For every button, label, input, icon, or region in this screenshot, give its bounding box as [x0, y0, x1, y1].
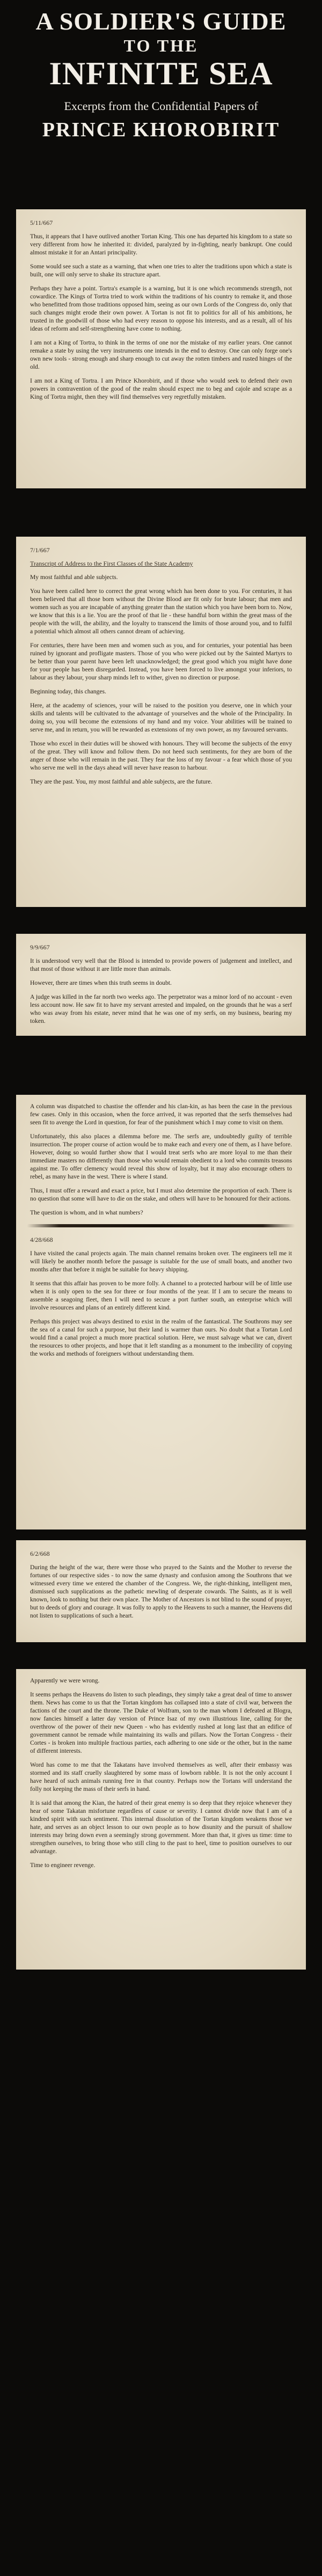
entry-heading: Transcript of Address to the First Classes of the State Academy — [30, 560, 193, 567]
entry-paragraph: Unfortunately, this also places a dilemma before me. The serfs are, undoubtedly guilty of terrible insurrection. The proper course of action would be to make each and every one of them, as I have before. However, doing so would further show that I would treat serfs who are more loyal to me than their immediate masters no differently than those who would remain obedient to a lord who commits treasons against me. To offer clemency would reveal this show of loyalty, but it may also encourage others to rebel, as many have in the west. There is where I stand. — [30, 1133, 292, 1180]
subtitle: Excerpts from the Confidential Papers of — [64, 99, 258, 113]
entry-paragraph: Thus, it appears that I have outlived another Tortan King. This one has departed his kingdom to a state so very different from how he inherited it: divided, paralyzed by in-fighting, nearly bankrupt. One could almost mistake it for an Antari principality. — [30, 233, 292, 256]
entry-paragraph: It seems perhaps the Heavens do listen to such pleadings, they simply take a great deal of time to answer them. News has come to us that the Tortan kingdom has collapsed into a state of civil war, between the factions of the court and the throne. The Duke of Wolfram, son to the man whom I defeated at Blogra, now fancies himself a latter day version of Prince Isaz of my own illustrious line, calling for the overthrow of the power of their new Queen - who has evidently rushed at long last that an edifice of government cannot be remade while maintaining its walls and pillars. Now the Tortan Congress - their Cortes - is broken into multiple fractious parties, each adhering to one side or the other, but in the name of different interests. — [30, 1691, 292, 1754]
entry-paragraph: Beginning today, this changes. — [30, 688, 106, 695]
entry-paragraph: Perhaps they have a point. Tortra's example is a warning, but it is one which recommends strength, not cowardice. The Kings of Tortra tried to work within the traditions of his country to remake it, and those who benefitted from those traditions opposed him, seeing as our own Lords of the Congress do, only that such changes might erode their own power. A Tortan is not fit to politics for all of his ambitions, he trusted in the goodwill of those who had every reason to oppose his interests, and as a result, all of his ideas of reform and self-strengthening have come to nothing. — [30, 285, 292, 332]
entry-paragraph: You have been called here to correct the great wrong which has been done to you. For centuries, it has been believed that all those born without the Divine Blood are fit only for brute labour; that men and women such as you are incapable of anything greater than the station which you have been born to. Now, we know that this is a lie. You are the proof of that lie - these handful born within the great mass of the people with the will, the ability, and the loyalty to transcend the limits of those around you, and to fulfil a potential which almost all others cannot dream of achieving. — [30, 588, 292, 635]
entry-date: 5/11/667 — [30, 219, 53, 226]
entry-paragraph: Apparently we were wrong. — [30, 1677, 100, 1684]
entry-paragraph: A column was dispatched to chastise the offender and his clan-kin, as has been the case in the previous few cases. Only in this occasion, when the force arrived, it was reported that the serfs themselves had seen fit to avenge the Lord in question, for fear of the punishment which I may come to visit on them. — [30, 1103, 292, 1126]
entry-paragraph: They are the past. You, my most faithful and able subjects, are the future. — [30, 778, 213, 785]
title-line-2: TO THE — [123, 36, 199, 55]
entry-paragraph: Perhaps this project was always destined to exist in the realm of the fantastical. The Southrons may see the sea of a canal for such a purpose, but their land is warmer than ours. No doubt that a Tortan Lord would find a canal project a much more practical solution. Here, we must salvage what we can, divert the resources to other projects, and hope that it left standing as a monument to the imbecility of copying the works and methods of foreigners without understanding them. — [30, 1318, 292, 1357]
entry-sheet-6 — [16, 1669, 306, 1970]
entry-sheet-1 — [16, 209, 306, 488]
entry-paragraph: I am not a King of Tortra, to think in the terms of one nor the mistake of my earlier years. One cannot remake a state by using the very instruments one intends in the end to destroy. One can only forge one's own new tools - strong enough and sharp enough to cut away the rotten timbers and rusted hinges of the old. — [30, 339, 292, 370]
entry-sheet-2 — [16, 537, 306, 907]
entry-paragraph: My most faithful and able subjects. — [30, 574, 118, 581]
entry-sheet-4 — [16, 1095, 306, 1529]
entry-paragraph: Those who excel in their duties will be showed with honours. They will become the subjects of the envy of the great. They will know and follow them. Do not heed such sentiments, for they are born of the anger of those who will remain in the past. They fear the loss of my favour - a fear which those of you who serve me well in the days ahead will never have reason to harbour. — [30, 740, 292, 771]
entry-date: 7/1/667 — [30, 546, 50, 554]
entry-date: 9/9/667 — [30, 943, 50, 951]
entry-paragraph: During the height of the war, there were those who prayed to the Saints and the Mother to reverse the fortunes of our respective sides - to now the same dynasty and confusion among the Southrons that we witnessed every time we entered the chamber of the Congress. We, the right-thinking, intelligent men, dismissed such supplications as the pathetic mewling of desperate cowards. The Saints, as it is well known, look to nothing but their own place. The Mother of Ancestors is not blind to the sound of prayer, but to deeds of glory and courage. It was folly to apply to the Heavens to such a manner, the Heavens did not listen to supplications of such a heart. — [30, 1564, 292, 1619]
entry-paragraph: However, there are times when this truth seems in doubt. — [30, 979, 172, 986]
title-line-3: INFINITE SEA — [49, 56, 273, 91]
page-header — [0, 0, 322, 209]
entry-sheet-5 — [16, 1540, 306, 1642]
section-divider — [27, 1224, 295, 1227]
entry-paragraph: Thus, I must offer a reward and exact a price, but I must also determine the proportion of each. There is no question that some will have to die on the stake, and others will have to be honoured for their actions. — [30, 1187, 292, 1202]
title-line-1: A SOLDIER'S GUIDE — [35, 8, 287, 35]
entry-paragraph: I have visited the canal projects again. The main channel remains broken over. The engineers tell me it will likely be another month before the passage is suitable for the use of small boats, and another two months after that before it might be suitable for heavy shipping. — [30, 1250, 292, 1273]
entry-date: 4/28/668 — [30, 1236, 53, 1243]
entry-paragraph: A judge was killed in the far north two weeks ago. The perpetrator was a minor lord of no account - even less account now. He saw fit to have my servant arrested and impaled, on the grounds that he was a serf who was away from his estate, never mind that he was one of my serfs, on my business, bearing my token. — [30, 993, 292, 1024]
entry-paragraph: I am not a King of Tortra. I am Prince Khorobirit, and if those who would seek to defend their own powers in contravention of the good of the realm should expect me to beg and cajole and scrape as a King of Tortra might, then they will find themselves very regretfully mistaken. — [30, 377, 292, 400]
entry-paragraph: Here, at the academy of sciences, your will be raised to the position you deserve, one in which your skills and talents will be cultivated to the advantage of yourselves and the whole of the Principality. In doing so, you will become the extensions of my hand and my voice. Your abilities will be trained to serve me, and in return, you will be rewarded as extensions of my own power, as my favoured servants. — [30, 702, 292, 733]
entry-paragraph: Some would see such a state as a warning, that when one tries to alter the traditions upon which a state is built, one will only serve to shake its structure apart. — [30, 263, 292, 278]
entry-paragraph: It seems that this affair has proven to be more folly. A channel to a protected harbour will be of little use when it is only open to the sea for three or four months of the year. If I am to secure the means to assemble a seagoing fleet, then I will need to secure a port further south, an enterprise which will involve resources and plans of an entirely different kind. — [30, 1280, 292, 1311]
entry-paragraph: It is said that among the Kian, the hatred of their great enemy is so deep that they rejoice whenever they hear of some Takatan misfortune regardless of cause or severity. I cannot divide now that I am of a kindred spirit with such sentiment. This internal dissolution of the Tortan kingdom weakens those we hate, and serves as an object lesson to our own people as to how disunity and the pursuit of shallow interests may bring down even a seemingly strong government. More than that, it gives us time: time to strengthen ourselves, to bring those who still cling to the past to heel, time to position ourselves to our advantage. — [30, 1799, 292, 1855]
entry-paragraph: For centuries, there have been men and women such as you, and for centuries, your potential has been ruined by ignorant and profligate masters. Those of you who were picked out by the Sainted Martyrs to be better than your parent have been left unacknowledged; the great good which you might have done for your people has been disregarded. Instead, you have been forced to live amongst your inferiors, to labour as they labour, your sharp minds left to wither, given no direction or purpose. — [30, 642, 292, 681]
entry-paragraph: Time to engineer revenge. — [30, 1862, 96, 1869]
entry-paragraph: It is understood very well that the Blood is intended to provide powers of judgement and intellect, and that most of those without it are little more than animals. — [30, 957, 292, 972]
entry-paragraph: Word has come to me that the Takatans have involved themselves as well, after their embassy was stormed and its staff cruelly slaughtered by some mass of lowborn rabble. It is not the only account I have heard of such animals running free in that country. Perhaps now the Tortans will understand the folly not keeping the mass of their serfs in hand. — [30, 1761, 292, 1792]
entry-sheet-3 — [16, 934, 306, 1036]
author-name: PRINCE KHOROBIRIT — [42, 119, 280, 141]
entry-paragraph: The question is whom, and in what numbers? — [30, 1209, 143, 1216]
entry-date: 6/2/668 — [30, 1550, 50, 1557]
